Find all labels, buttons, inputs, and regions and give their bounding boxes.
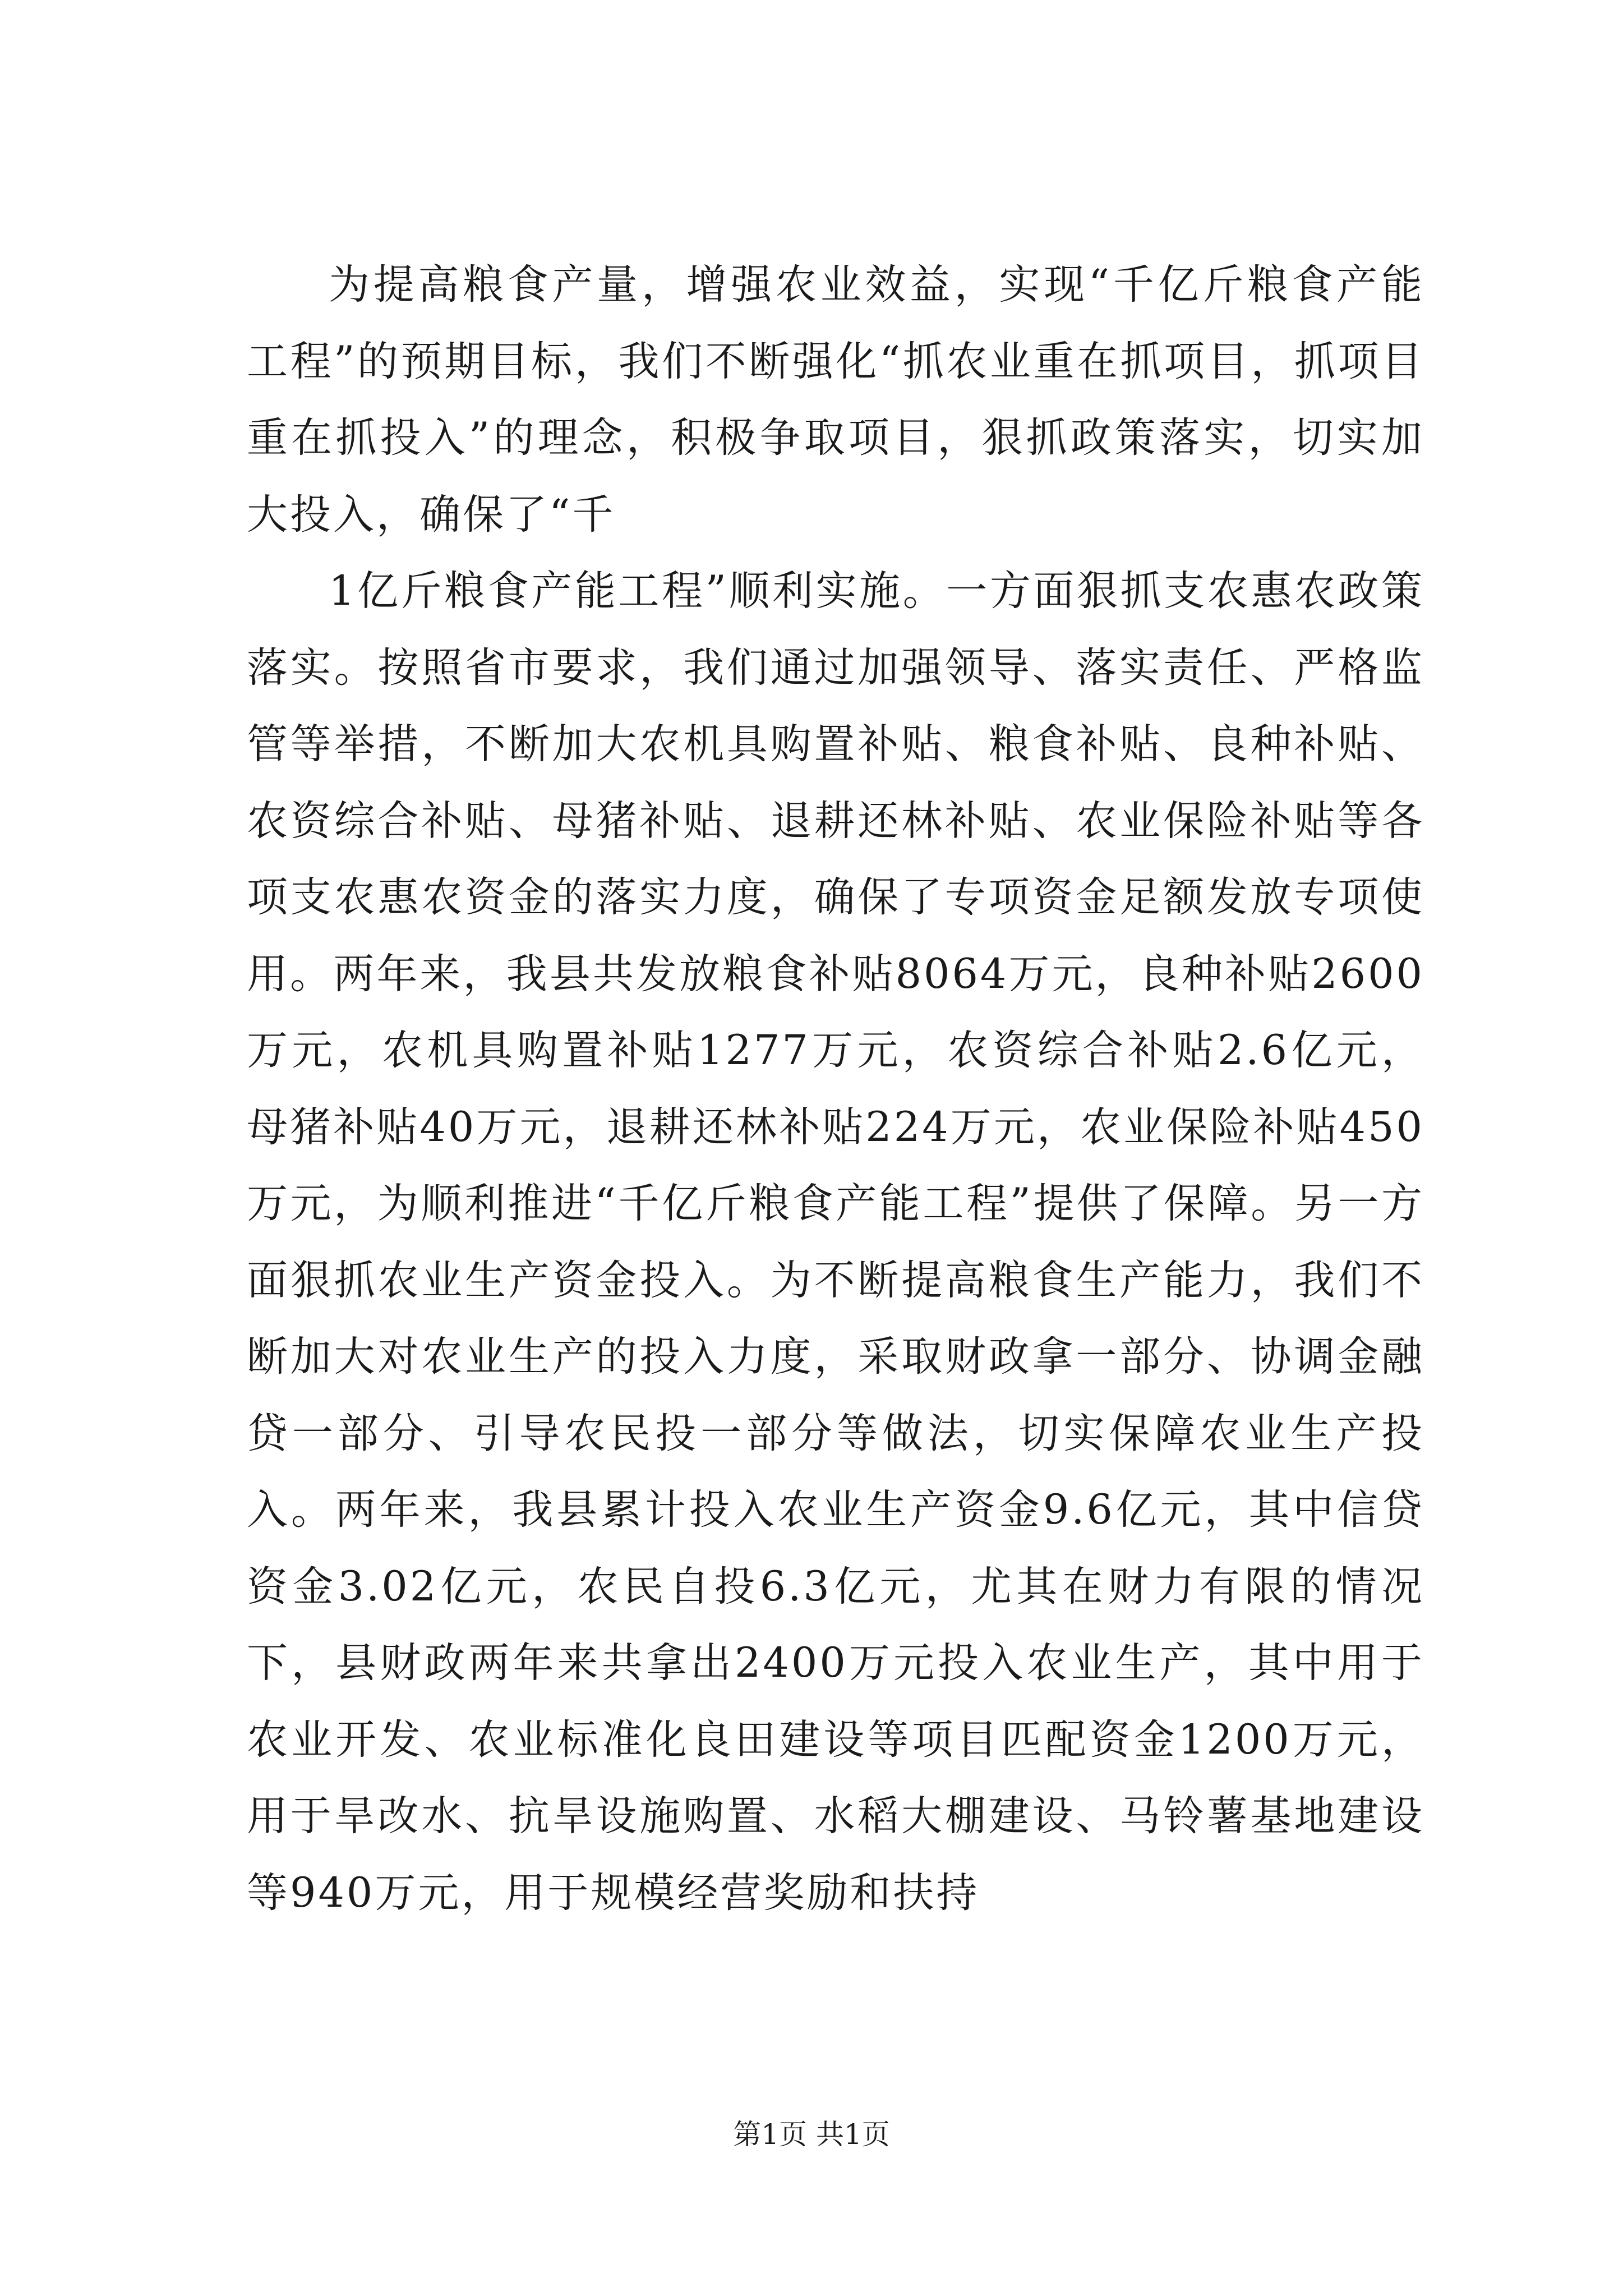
page-number-footer: 第1页 共1页 <box>733 2118 890 2151</box>
paragraph-1: 为提高粮食产量，增强农业效益，实现“千亿斤粮食产能工程”的预期目标，我们不断强化“抓农业重在抓项目，抓项目重在抓投入”的理念，积极争取项目，狠抓政策落实，切实加大投入，确保了“千 <box>247 261 1424 539</box>
paragraph-2: 1亿斤粮食产能工程”顺利实施。一方面狠抓支农惠农政策落实。按照省市要求，我们通过加强领导、落实责任、严格监管等举措，不断加大农机具购置补贴、粮食补贴、良种补贴、农资综合补贴、母猪补贴、退耕还林补贴、农业保险补贴等各项支农惠农资金的落实力度，确保了专项资金足额发放专项使用。两年来，我县共发放粮食补贴8064万元，良种补贴2600万元，农机具购置补贴1277万元，农资综合补贴2.6亿元，母猪补贴40万元，退耕还林补贴224万元，农业保险补贴450万元，为顺利推进“千亿斤粮食产能工程”提供了保障。另一方面狠抓农业生产资金投入。为不断提高粮食生产能力，我们不断加大对农业生产的投入力度，采取财政拿一部分、协调金融贷一部分、引导农民投一部分等做法，切实保障农业生产投入。两年来，我县累计投入农业生产资金9.6亿元，其中信贷资金3.02亿元，农民自投6.3亿元，尤其在财力有限的情况下，县财政两年来共拿出2400万元投入农业生产，其中用于农业开发、农业标准化良田建设等项目匹配资金1200万元，用于旱改水、抗旱设施购置、水稻大棚建设、马铃薯基地建设等940万元，用于规模经营奖励和扶持 <box>247 567 1424 1917</box>
document-body <box>247 247 1424 1931</box>
